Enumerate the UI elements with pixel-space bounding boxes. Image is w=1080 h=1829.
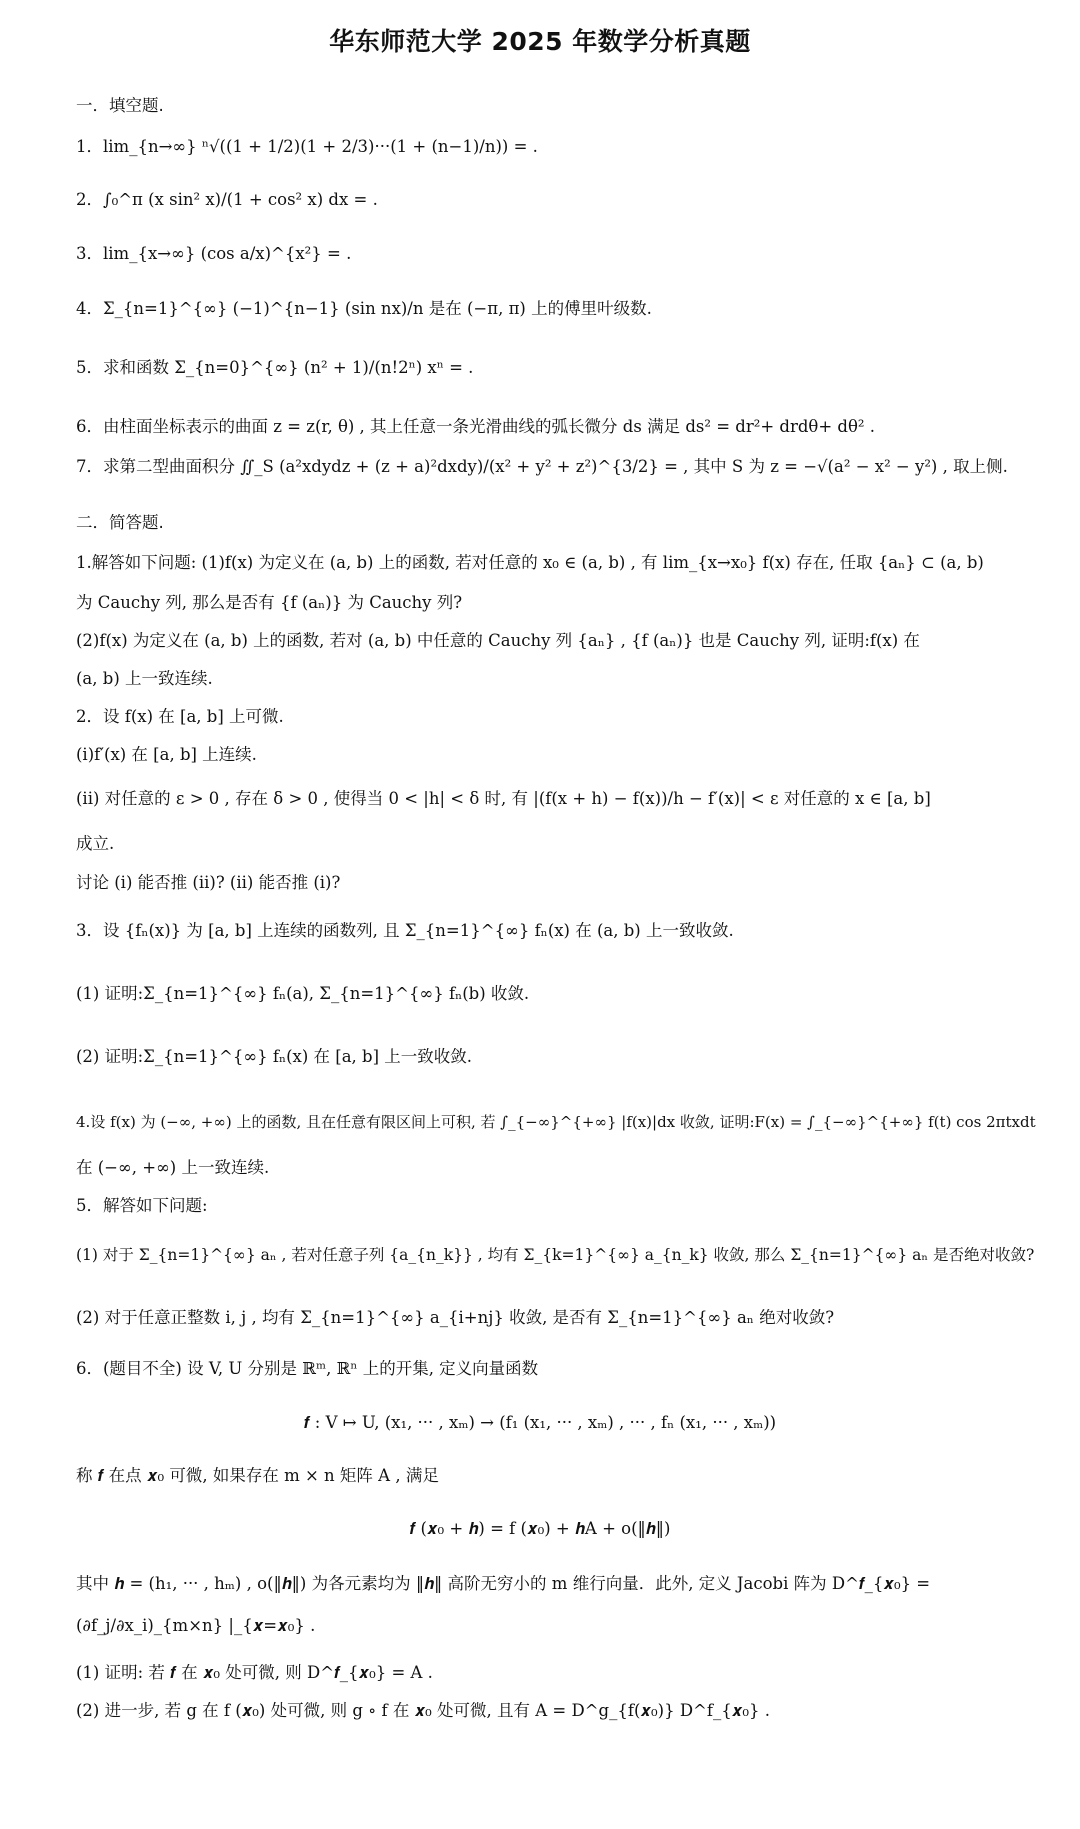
section-heading-short-answer: 二．简答题.	[76, 513, 164, 532]
question-1-7: 7．求第二型曲面积分 ∬_S (a²xdydz + (z + a)²dxdy)/(x² + y² + z²)^{3/2} = , 其中 S 为 z = −√(a² − x² − y²) , 取上侧.	[76, 457, 1008, 476]
question-1-4: 4．Σ_{n=1}^{∞} (−1)^{n−1} (sin nx)/n 是在 (−π, π) 上的傅里叶级数.	[76, 299, 652, 318]
page-title: 华东师范大学 2025 年数学分析真题	[329, 27, 751, 56]
question-2-2-line-5: 讨论 (i) 能否推 (ii)? (ii) 能否推 (i)?	[76, 873, 341, 892]
question-2-3-line-2: (1) 证明:Σ_{n=1}^{∞} fₙ(a), Σ_{n=1}^{∞} fₙ(b) 收敛.	[76, 984, 530, 1003]
question-1-5: 5．求和函数 Σ_{n=0}^{∞} (n² + 1)/(n!2ⁿ) xⁿ = .	[76, 358, 474, 377]
jacobi-matrix-definition: (∂f_j/∂x_i)_{m×n} |_{𝒙=𝒙₀} .	[76, 1616, 316, 1635]
question-2-4-line-1: 4.设 f(x) 为 (−∞, +∞) 上的函数, 且在任意有限区间上可积, 若 ∫_{−∞}^{+∞} |f(x)|dx 收敛, 证明:F(x) = ∫_{−∞}^{+∞} f(t) cos 2πtxdt	[76, 1113, 1036, 1131]
question-2-6-line-2: 称 𝒇 在点 𝒙₀ 可微, 如果存在 m × n 矩阵 A , 满足	[76, 1466, 439, 1485]
question-1-2: 2．∫₀^π (x sin² x)/(1 + cos² x) dx = .	[76, 190, 378, 209]
question-2-6-line-3: 其中 𝒉 = (h₁, ··· , hₘ) , o(‖𝒉‖) 为各元素均为 ‖𝒉‖ 高阶无穷小的 m 维行向量．此外, 定义 Jacobi 阵为 D^𝒇_{𝒙₀} =	[76, 1574, 931, 1593]
question-2-5-line-1: 5．解答如下问题:	[76, 1196, 208, 1215]
question-2-4-line-2: 在 (−∞, +∞) 上一致连续.	[76, 1158, 270, 1177]
question-2-6-line-1: 6．(题目不全) 设 V, U 分别是 ℝᵐ, ℝⁿ 上的开集, 定义向量函数	[76, 1359, 539, 1378]
question-2-3-line-3: (2) 证明:Σ_{n=1}^{∞} fₙ(x) 在 [a, b] 上一致收敛.	[76, 1047, 473, 1066]
question-2-6-part-1: (1) 证明: 若 𝒇 在 𝒙₀ 处可微, 则 D^𝒇_{𝒙₀} = A .	[76, 1663, 433, 1682]
question-2-1-line-4: (a, b) 上一致连续.	[76, 669, 213, 688]
question-1-3: 3．lim_{x→∞} (cos a/x)^{x²} = .	[76, 244, 352, 263]
question-2-5-line-3: (2) 对于任意正整数 i, j , 均有 Σ_{n=1}^{∞} a_{i+nj} 收敛, 是否有 Σ_{n=1}^{∞} aₙ 绝对收敛?	[76, 1308, 835, 1327]
question-2-1-line-2: 为 Cauchy 列, 那么是否有 {f (aₙ)} 为 Cauchy 列?	[76, 593, 463, 612]
question-2-6-part-2: (2) 进一步, 若 g 在 f (𝒙₀) 处可微, 则 g ∘ f 在 𝒙₀ 处可微, 且有 A = D^g_{f(𝒙₀)} D^f_{𝒙₀} .	[76, 1701, 770, 1720]
question-2-3-line-1: 3．设 {fₙ(x)} 为 [a, b] 上连续的函数列, 且 Σ_{n=1}^{∞} fₙ(x) 在 (a, b) 上一致收敛.	[76, 921, 734, 940]
question-2-2-line-4: 成立.	[76, 834, 115, 853]
section-heading-fill-blank: 一．填空题.	[76, 96, 164, 115]
question-1-1: 1．lim_{n→∞} ⁿ√((1 + 1/2)(1 + 2/3)···(1 + (n−1)/n)) = .	[76, 137, 538, 156]
vector-function-definition: 𝒇 : V ↦ U, (x₁, ··· , xₘ) → (f₁ (x₁, ··· , xₘ) , ··· , fₙ (x₁, ··· , xₘ))	[303, 1413, 777, 1432]
question-2-2-line-1: 2．设 f(x) 在 [a, b] 上可微.	[76, 707, 284, 726]
differentiability-equation: 𝒇 (𝒙₀ + 𝒉) = f (𝒙₀) + 𝒉A + o(‖𝒉‖)	[409, 1519, 671, 1538]
question-2-5-line-2: (1) 对于 Σ_{n=1}^{∞} aₙ , 若对任意子列 {a_{n_k}} , 均有 Σ_{k=1}^{∞} a_{n_k} 收敛, 那么 Σ_{n=1}^{∞} aₙ 是否绝对收敛?	[76, 1246, 1035, 1264]
question-2-1-line-3: (2)f(x) 为定义在 (a, b) 上的函数, 若对 (a, b) 中任意的 Cauchy 列 {aₙ} , {f (aₙ)} 也是 Cauchy 列, 证明:f(x) 在	[76, 631, 920, 650]
question-1-6: 6．由柱面坐标表示的曲面 z = z(r, θ) , 其上任意一条光滑曲线的弧长微分 ds 满足 ds² = dr²+ drdθ+ dθ² .	[76, 417, 876, 436]
question-2-1-line-1: 1.解答如下问题: (1)f(x) 为定义在 (a, b) 上的函数, 若对任意的 x₀ ∈ (a, b) , 有 lim_{x→x₀} f(x) 存在, 任取 {aₙ} ⊂ (a, b)	[76, 553, 984, 572]
question-2-2-line-2: (i)f′(x) 在 [a, b] 上连续.	[76, 745, 257, 764]
question-2-2-line-3: (ii) 对任意的 ε > 0 , 存在 δ > 0 , 使得当 0 < |h| < δ 时, 有 |(f(x + h) − f(x))/h − f′(x)| < ε 对任意的 x ∈ [a, b]	[76, 789, 931, 808]
